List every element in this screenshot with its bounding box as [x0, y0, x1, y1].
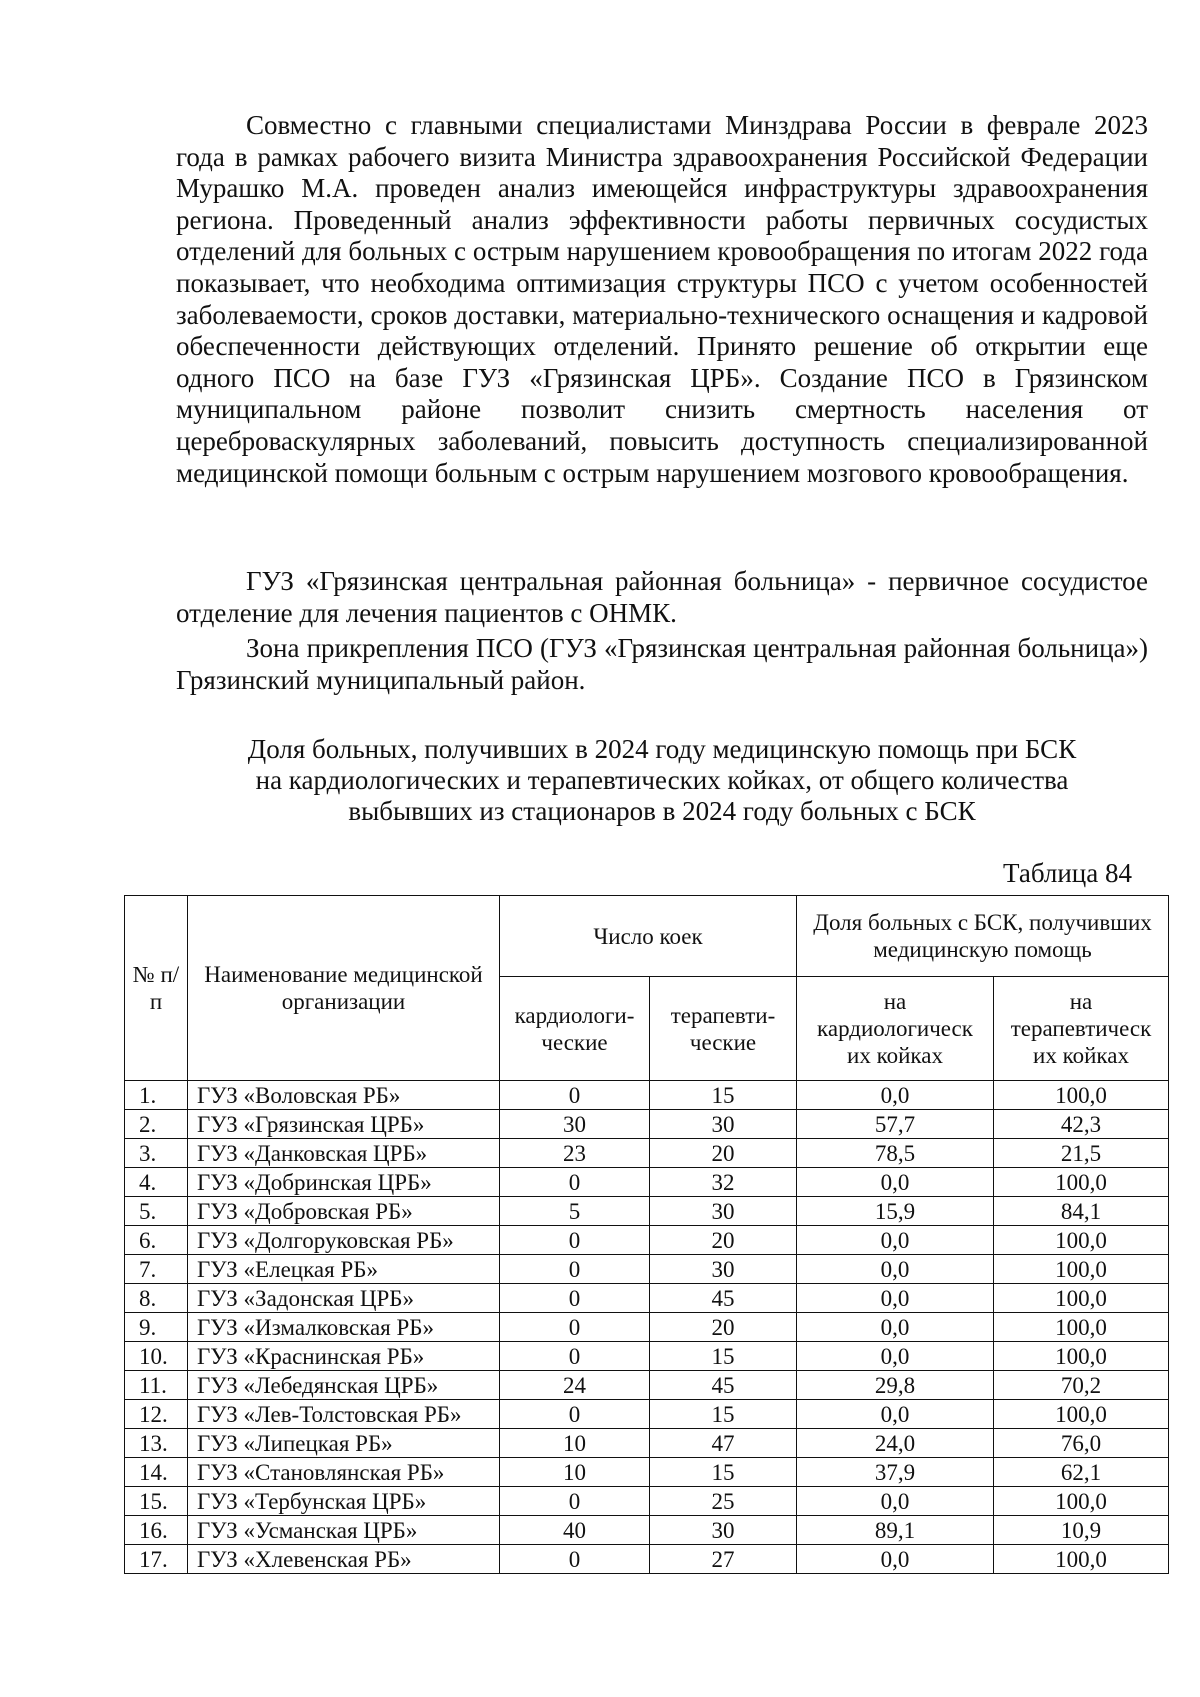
beds-thera-cell: 15: [650, 1342, 797, 1371]
table-row: [125, 1400, 1169, 1429]
beds-cardio-cell: 0: [500, 1400, 650, 1429]
beds-thera-cell: 20: [650, 1139, 797, 1168]
header-share-cardio: на кардиологическ их койках: [797, 977, 994, 1081]
header-beds-group: Число коек: [500, 896, 797, 977]
table-label: Таблица 84: [1003, 858, 1132, 888]
header-name: Наименование медицинской организации: [188, 896, 500, 1081]
beds-cardio-cell: 40: [500, 1516, 650, 1545]
row-number-cell: 5.: [125, 1197, 188, 1226]
table-body: [125, 1081, 1169, 1574]
beds-cardio-cell: 10: [500, 1429, 650, 1458]
share-thera-cell: 62,1: [994, 1458, 1169, 1487]
share-thera-cell: 70,2: [994, 1371, 1169, 1400]
beds-thera-cell: 15: [650, 1081, 797, 1110]
beds-cardio-cell: 0: [500, 1342, 650, 1371]
table-row: [125, 1284, 1169, 1313]
beds-cardio-cell: 0: [500, 1313, 650, 1342]
data-table: [124, 895, 1169, 1574]
table-row: [125, 1197, 1169, 1226]
beds-thera-cell: 32: [650, 1168, 797, 1197]
share-thera-cell: 84,1: [994, 1197, 1169, 1226]
share-cardio-cell: 29,8: [797, 1371, 994, 1400]
header-share-thera: на терапевтическ их койках: [994, 977, 1169, 1081]
share-cardio-cell: 0,0: [797, 1545, 994, 1574]
beds-cardio-cell: 24: [500, 1371, 650, 1400]
table-row: [125, 1342, 1169, 1371]
table-row: [125, 1255, 1169, 1284]
org-name-cell: ГУЗ «Усманская ЦРБ»: [188, 1516, 500, 1545]
header-beds-thera: терапевти-ческие: [650, 977, 797, 1081]
beds-thera-cell: 45: [650, 1284, 797, 1313]
share-cardio-cell: 0,0: [797, 1168, 994, 1197]
row-number-cell: 3.: [125, 1139, 188, 1168]
row-number-cell: 17.: [125, 1545, 188, 1574]
share-cardio-cell: 0,0: [797, 1226, 994, 1255]
beds-thera-cell: 30: [650, 1197, 797, 1226]
share-thera-cell: 42,3: [994, 1110, 1169, 1139]
row-number-cell: 1.: [125, 1081, 188, 1110]
org-name-cell: ГУЗ «Хлевенская РБ»: [188, 1545, 500, 1574]
row-number-cell: 16.: [125, 1516, 188, 1545]
caption-line-2: на кардиологических и терапевтических койках, от общего количества: [255, 765, 1069, 795]
table-row: [125, 1487, 1169, 1516]
row-number-cell: 15.: [125, 1487, 188, 1516]
share-thera-cell: 100,0: [994, 1313, 1169, 1342]
beds-thera-cell: 30: [650, 1110, 797, 1139]
beds-cardio-cell: 0: [500, 1168, 650, 1197]
share-thera-cell: 100,0: [994, 1081, 1169, 1110]
paragraph-pso-hospital: ГУЗ «Грязинская центральная районная больница» - первичное сосудистое отделение для лечения пациентов с ОНМК.: [176, 566, 1148, 628]
share-cardio-cell: 0,0: [797, 1284, 994, 1313]
share-thera-cell: 10,9: [994, 1516, 1169, 1545]
row-number-cell: 14.: [125, 1458, 188, 1487]
header-num: № п/п: [125, 896, 188, 1081]
table-row: [125, 1110, 1169, 1139]
row-number-cell: 10.: [125, 1342, 188, 1371]
caption-line-1: Доля больных, получивших в 2024 году медицинскую помощь при БСК: [247, 734, 1077, 764]
org-name-cell: ГУЗ «Грязинская ЦРБ»: [188, 1110, 500, 1139]
org-name-cell: ГУЗ «Добровская РБ»: [188, 1197, 500, 1226]
beds-cardio-cell: 0: [500, 1487, 650, 1516]
org-name-cell: ГУЗ «Данковская ЦРБ»: [188, 1139, 500, 1168]
org-name-cell: ГУЗ «Становлянская РБ»: [188, 1458, 500, 1487]
share-thera-cell: 21,5: [994, 1139, 1169, 1168]
row-number-cell: 12.: [125, 1400, 188, 1429]
beds-cardio-cell: 23: [500, 1139, 650, 1168]
row-number-cell: 8.: [125, 1284, 188, 1313]
row-number-cell: 13.: [125, 1429, 188, 1458]
table-row: [125, 1139, 1169, 1168]
row-number-cell: 11.: [125, 1371, 188, 1400]
beds-thera-cell: 27: [650, 1545, 797, 1574]
row-number-cell: 4.: [125, 1168, 188, 1197]
row-number-cell: 6.: [125, 1226, 188, 1255]
caption-line-3: выбывших из стационаров в 2024 году больных с БСК: [348, 796, 976, 826]
share-cardio-cell: 57,7: [797, 1110, 994, 1139]
beds-thera-cell: 30: [650, 1255, 797, 1284]
share-cardio-cell: 37,9: [797, 1458, 994, 1487]
share-cardio-cell: 0,0: [797, 1342, 994, 1371]
paragraph-analysis: Совместно с главными специалистами Минздрава России в феврале 2023 года в рамках рабочего визита Министра здравоохранения Российской Федерации Мурашко М.А. проведен анализ имеющейся инфраструктуры здравоохранения региона. Проведенный анализ эффективности работы первичных сосудистых отделений для больных с острым нарушением кровообращения по итогам 2022 года показывает, что необходима оптимизация структуры ПСО с учетом особенностей заболеваемости, сроков доставки, материально-технического оснащения и кадровой обеспеченности действующих отделений. Принято решение об открытии еще одного ПСО на базе ГУЗ «Грязинская ЦРБ». Создание ПСО в Грязинском муниципальном районе позволит снизить смертность населения от цереброваскулярных заболеваний, повысить доступность специализированной медицинской помощи больным с острым нарушением мозгового кровообращения.: [176, 110, 1148, 488]
beds-thera-cell: 20: [650, 1226, 797, 1255]
org-name-cell: ГУЗ «Липецкая РБ»: [188, 1429, 500, 1458]
beds-thera-cell: 25: [650, 1487, 797, 1516]
header-share-group: Доля больных с БСК, получивших медицинскую помощь: [797, 896, 1169, 977]
beds-thera-cell: 15: [650, 1400, 797, 1429]
share-cardio-cell: 24,0: [797, 1429, 994, 1458]
share-thera-cell: 100,0: [994, 1168, 1169, 1197]
paragraph-attachment-zone: Зона прикрепления ПСО (ГУЗ «Грязинская центральная районная больница») Грязинский муниципальный район.: [176, 633, 1148, 695]
org-name-cell: ГУЗ «Долгоруковская РБ»: [188, 1226, 500, 1255]
row-number-cell: 2.: [125, 1110, 188, 1139]
share-thera-cell: 100,0: [994, 1400, 1169, 1429]
beds-thera-cell: 15: [650, 1458, 797, 1487]
table-row: [125, 1429, 1169, 1458]
share-cardio-cell: 89,1: [797, 1516, 994, 1545]
beds-thera-cell: 47: [650, 1429, 797, 1458]
table-row: [125, 1371, 1169, 1400]
org-name-cell: ГУЗ «Задонская ЦРБ»: [188, 1284, 500, 1313]
table-row: [125, 1168, 1169, 1197]
row-number-cell: 7.: [125, 1255, 188, 1284]
org-name-cell: ГУЗ «Добринская ЦРБ»: [188, 1168, 500, 1197]
share-cardio-cell: 0,0: [797, 1255, 994, 1284]
table-row: [125, 1458, 1169, 1487]
beds-thera-cell: 30: [650, 1516, 797, 1545]
share-cardio-cell: 0,0: [797, 1313, 994, 1342]
org-name-cell: ГУЗ «Измалковская РБ»: [188, 1313, 500, 1342]
share-cardio-cell: 0,0: [797, 1400, 994, 1429]
beds-cardio-cell: 0: [500, 1284, 650, 1313]
org-name-cell: ГУЗ «Тербунская ЦРБ»: [188, 1487, 500, 1516]
beds-cardio-cell: 0: [500, 1226, 650, 1255]
org-name-cell: ГУЗ «Лебедянская ЦРБ»: [188, 1371, 500, 1400]
table-row: [125, 1516, 1169, 1545]
beds-cardio-cell: 0: [500, 1255, 650, 1284]
share-thera-cell: 100,0: [994, 1255, 1169, 1284]
table-row: [125, 1226, 1169, 1255]
beds-cardio-cell: 0: [500, 1081, 650, 1110]
table-caption: [176, 734, 1148, 827]
header-beds-cardio: кардиологи-ческие: [500, 977, 650, 1081]
share-cardio-cell: 78,5: [797, 1139, 994, 1168]
table-row: [125, 1313, 1169, 1342]
table-row: [125, 1081, 1169, 1110]
share-thera-cell: 100,0: [994, 1545, 1169, 1574]
row-number-cell: 9.: [125, 1313, 188, 1342]
beds-cardio-cell: 5: [500, 1197, 650, 1226]
beds-cardio-cell: 0: [500, 1545, 650, 1574]
share-cardio-cell: 15,9: [797, 1197, 994, 1226]
table-row: [125, 1545, 1169, 1574]
beds-cardio-cell: 30: [500, 1110, 650, 1139]
org-name-cell: ГУЗ «Лев-Толстовская РБ»: [188, 1400, 500, 1429]
org-name-cell: ГУЗ «Воловская РБ»: [188, 1081, 500, 1110]
beds-cardio-cell: 10: [500, 1458, 650, 1487]
org-name-cell: ГУЗ «Елецкая РБ»: [188, 1255, 500, 1284]
beds-thera-cell: 20: [650, 1313, 797, 1342]
share-thera-cell: 100,0: [994, 1487, 1169, 1516]
share-thera-cell: 100,0: [994, 1342, 1169, 1371]
share-thera-cell: 100,0: [994, 1284, 1169, 1313]
share-thera-cell: 100,0: [994, 1226, 1169, 1255]
share-thera-cell: 76,0: [994, 1429, 1169, 1458]
org-name-cell: ГУЗ «Краснинская РБ»: [188, 1342, 500, 1371]
share-cardio-cell: 0,0: [797, 1487, 994, 1516]
beds-thera-cell: 45: [650, 1371, 797, 1400]
share-cardio-cell: 0,0: [797, 1081, 994, 1110]
